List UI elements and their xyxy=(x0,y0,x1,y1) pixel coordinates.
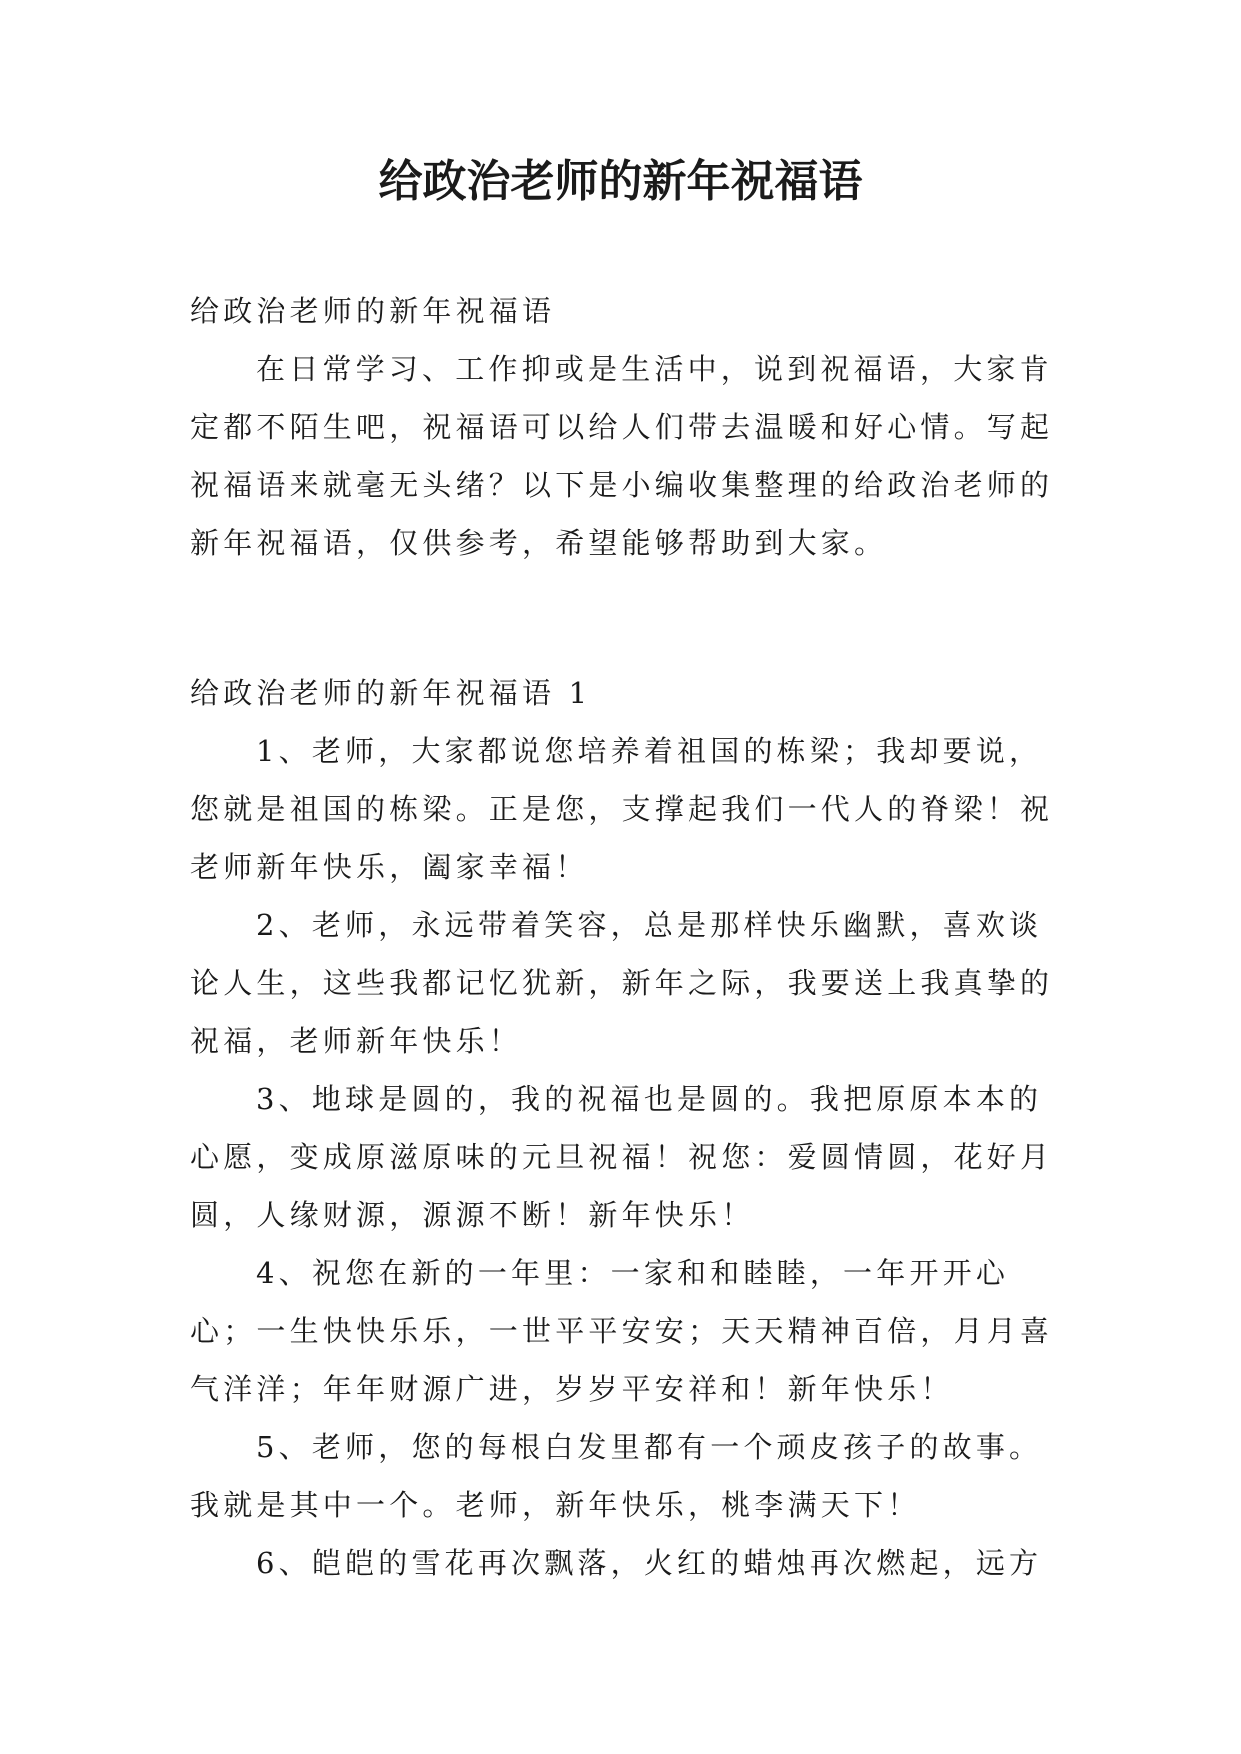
document-body xyxy=(190,282,1070,1592)
wish-item-2: 2、老师，永远带着笑容，总是那样快乐幽默，喜欢谈论人生，这些我都记忆犹新，新年之际，我要送上我真挚的祝福，老师新年快乐！ xyxy=(190,908,1054,1058)
wish-item-4: 4、祝您在新的一年里：一家和和睦睦，一年开开心心；一生快快乐乐，一世平平安安；天天精神百倍，月月喜气洋洋；年年财源广进，岁岁平安祥和！新年快乐！ xyxy=(190,1256,1054,1406)
wish-item-5: 5、老师，您的每根白发里都有一个顽皮孩子的故事。我就是其中一个。老师，新年快乐，桃李满天下！ xyxy=(190,1430,1043,1522)
wish-item-6: 6、皑皑的雪花再次飘落，火红的蜡烛再次燃起，远方 xyxy=(256,1546,1043,1580)
intro-paragraph: 在日常学习、工作抑或是生活中，说到祝福语，大家肯定都不陌生吧，祝福语可以给人们带去温暖和好心情。写起祝福语来就毫无头绪？以下是小编收集整理的给政治老师的新年祝福语，仅供参考，希望能够帮助到大家。 xyxy=(190,352,1054,560)
document-title: 给政治老师的新年祝福语 xyxy=(378,156,863,207)
document-subtitle: 给政治老师的新年祝福语 xyxy=(190,294,556,328)
paragraph-spacer xyxy=(190,572,1070,664)
section-heading: 给政治老师的新年祝福语 1 xyxy=(190,676,592,710)
wish-item-3: 3、地球是圆的，我的祝福也是圆的。我把原原本本的心愿，变成原滋原味的元旦祝福！祝您：爱圆情圆，花好月圆，人缘财源，源源不断！新年快乐！ xyxy=(190,1082,1054,1232)
wish-item-1: 1、老师，大家都说您培养着祖国的栋梁；我却要说，您就是祖国的栋梁。正是您，支撑起我们一代人的脊梁！祝老师新年快乐，阖家幸福！ xyxy=(190,734,1054,884)
